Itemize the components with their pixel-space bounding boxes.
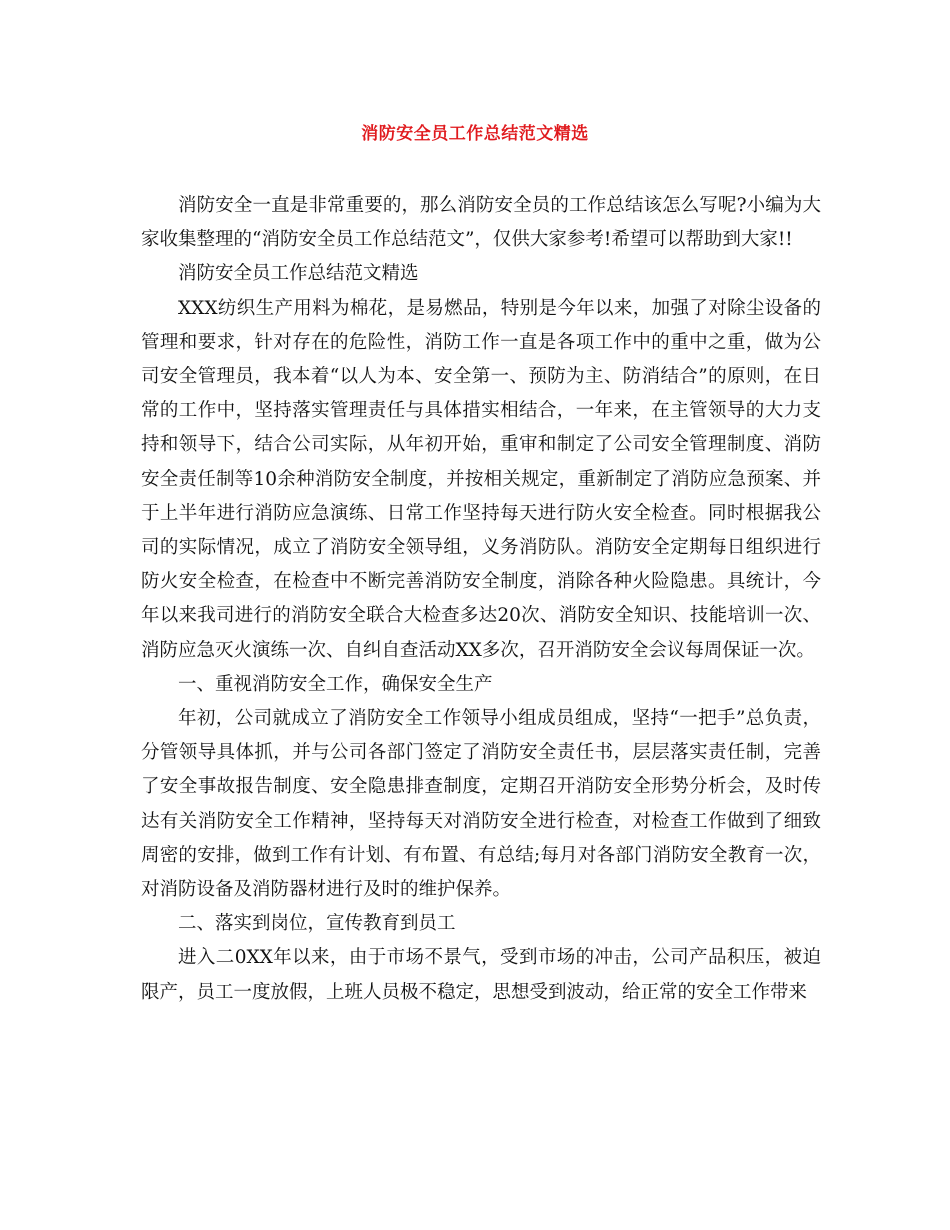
section-heading: 一、重视消防安全工作，确保安全生产 bbox=[178, 673, 493, 695]
body-paragraph: 年初，公司就成立了消防安全工作领导小组成员组成，坚持“一把手”总负责，分管领导具体抓，并与公司各部门签定了消防安全责任书，层层落实责任制，完善了安全事故报告制度、安全隐患排查制度，定期召开消防安全形势分析会，及时传达有关消防安全工作精神，坚持每天对消防安全进行检查，对检查工作做到了细致周密的安排，做到工作有计划、有布置、有总结;每月对各部门消防安全教育一次，对消防设备及消防器材进行及时的维护保养。 bbox=[141, 708, 821, 901]
document-title: 消防安全员工作总结范文精选 bbox=[361, 124, 589, 144]
intro-paragraph: 消防安全一直是非常重要的，那么消防安全员的工作总结该怎么写呢?小编为大家收集整理的“消防安全员工作总结范文”，仅供大家参考!希望可以帮助到大家!! bbox=[141, 195, 821, 251]
subtitle-paragraph: 消防安全员工作总结范文精选 bbox=[178, 263, 419, 285]
document-body bbox=[141, 189, 821, 1010]
body-paragraph: XXX纺织生产用料为棉花，是易燃品，特别是今年以来，加强了对除尘设备的管理和要求，针对存在的危险性，消防工作一直是各项工作中的重中之重，做为公司安全管理员，我本着“以人为本、安全第一、预防为主、防消结合”的原则，在日常的工作中，坚持落实管理责任与具体措实相结合，一年来，在主管领导的大力支持和领导下，结合公司实际，从年初开始，重审和制定了公司安全管理制度、消防安全责任制等10余种消防安全制度，并按相关规定，重新制定了消防应急预案、并于上半年进行消防应急演练、日常工作坚持每天进行防火安全检查。同时根据我公司的实际情况，成立了消防安全领导组，义务消防队。消防安全定期每日组织进行防火安全检查，在检查中不断完善消防安全制度，消除各种火险隐患。具统计，今年以来我司进行的消防安全联合大检查多达20次、消防安全知识、技能培训一次、消防应急灭火演练一次、自纠自查活动XX多次，召开消防安全会议每周保证一次。 bbox=[141, 297, 821, 661]
section-heading: 二、落实到岗位，宣传教育到员工 bbox=[178, 913, 456, 935]
body-paragraph: 进入二0XX年以来，由于市场不景气，受到市场的冲击，公司产品积压，被迫限产，员工一度放假，上班人员极不稳定，思想受到波动，给正常的安全工作带来 bbox=[141, 947, 821, 1003]
